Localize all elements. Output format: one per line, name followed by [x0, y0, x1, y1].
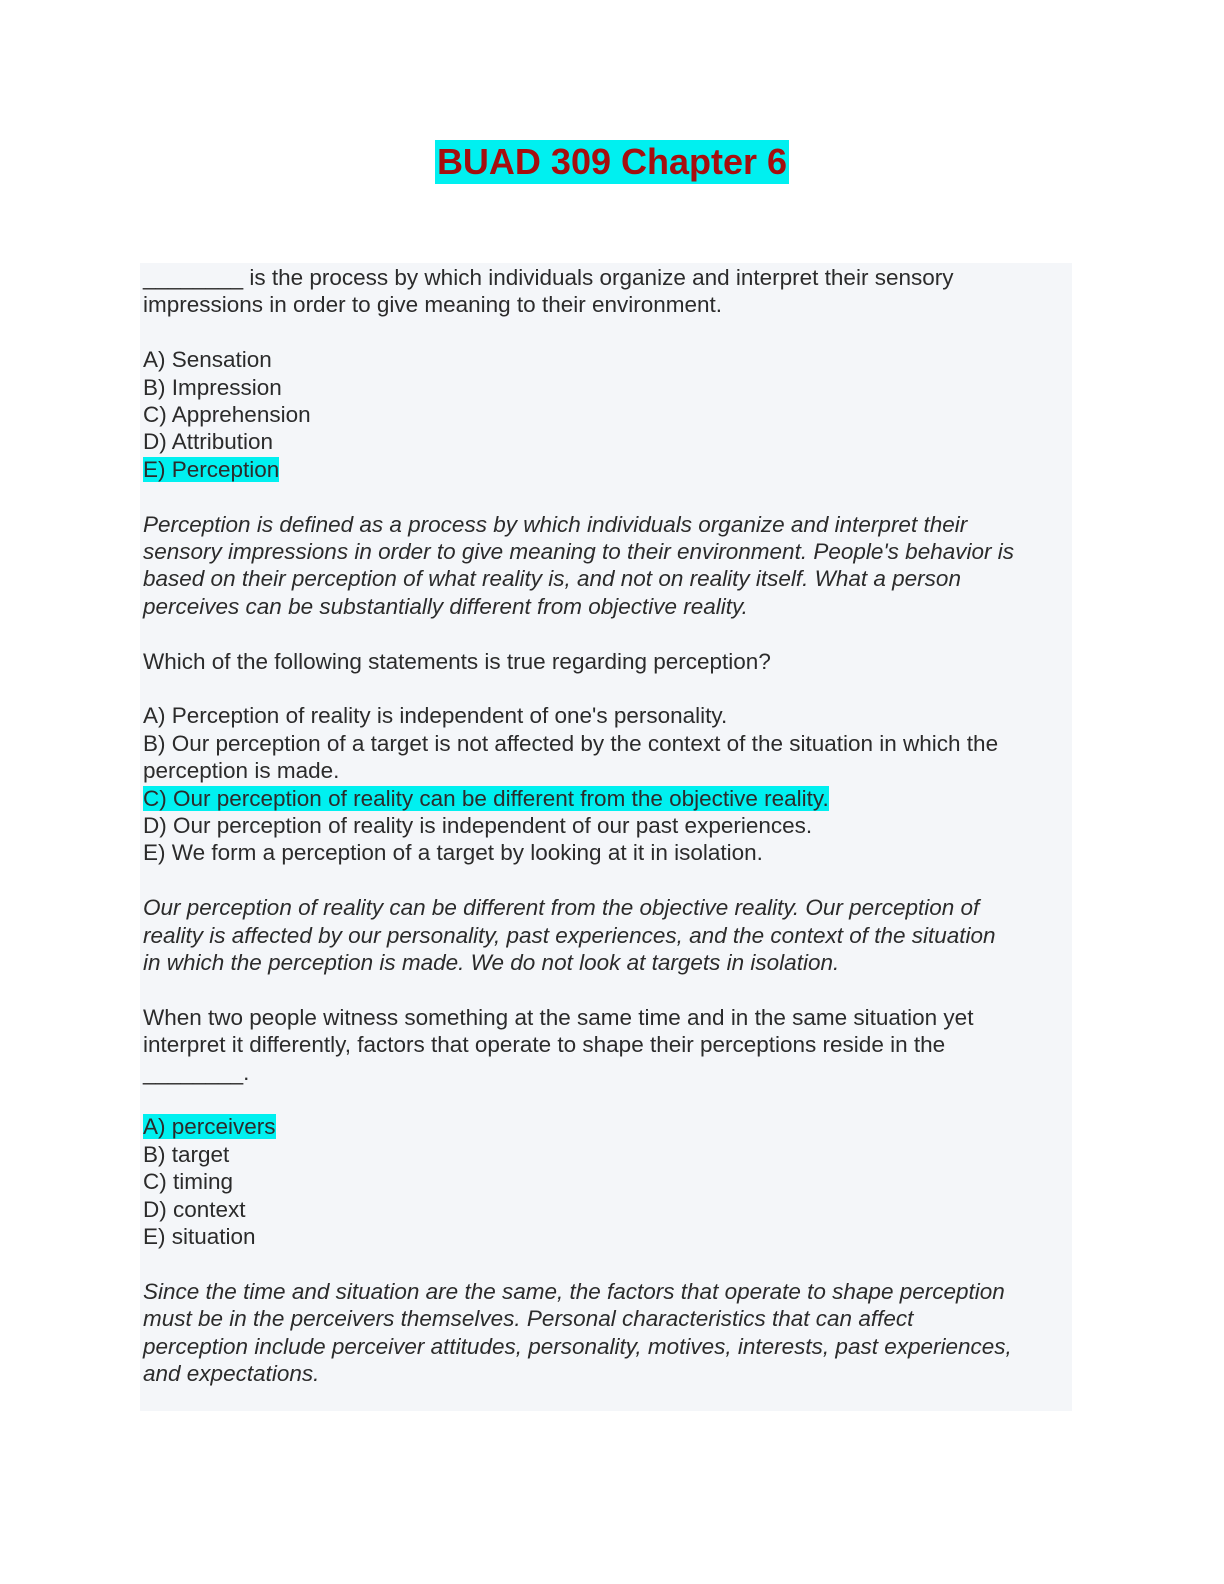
explanation-line: reality is affected by our personality, past experiences, and the context of the situation [143, 922, 996, 948]
explanation-line: based on their perception of what reality is, and not on reality itself. What a person [143, 566, 961, 592]
option-d: D) context [143, 1196, 246, 1222]
option-d: D) Our perception of reality is independent of our past experiences. [143, 813, 813, 839]
question-2 [143, 648, 1072, 675]
option-d: D) Attribution [143, 429, 274, 455]
option-b: B) Impression [143, 374, 282, 400]
question-stem-line: interpret it differently, factors that operate to shape their perceptions reside in the [143, 1032, 946, 1058]
question-stem-line: When two people witness something at the same time and in the same situation yet [143, 1004, 974, 1030]
question-stem-line: impressions in order to give meaning to their environment. [143, 292, 723, 318]
option-c-correct-highlight: C) Our perception of reality can be different from the objective reality. [143, 785, 829, 811]
question-3-explanation [143, 1278, 1072, 1388]
question-stem-line: ________ is the process by which individuals organize and interpret their sensory [143, 265, 954, 290]
question-1 [143, 263, 1072, 319]
option-b: B) target [143, 1141, 230, 1167]
question-stem-line: ________. [143, 1059, 250, 1085]
question-1-options [143, 346, 1072, 483]
explanation-line: Since the time and situation are the same, the factors that operate to shape perception [143, 1278, 1005, 1304]
option-c: C) timing [143, 1169, 234, 1195]
explanation-line: Our perception of reality can be different from the objective reality. Our perception of [143, 895, 980, 921]
question-3 [143, 1004, 1072, 1086]
explanation-line: must be in the perceivers themselves. Personal characteristics that can affect [143, 1306, 914, 1332]
explanation-line: in which the perception is made. We do not look at targets in isolation. [143, 950, 840, 976]
explanation-line: perceives can be substantially different from objective reality. [143, 593, 748, 619]
question-3-options [143, 1113, 1072, 1250]
quiz-content [140, 263, 1072, 1411]
option-c: C) Apprehension [143, 402, 311, 428]
document-title: BUAD 309 Chapter 6 [436, 141, 788, 182]
question-2-explanation [143, 894, 1072, 976]
explanation-line: Perception is defined as a process by which individuals organize and interpret their [143, 511, 968, 537]
option-e-correct-highlight: E) Perception [143, 456, 280, 482]
explanation-line: and expectations. [143, 1361, 320, 1387]
option-b: B) Our perception of a target is not affected by the context of the situation in which the [143, 730, 999, 756]
option-a-correct-highlight: A) perceivers [143, 1114, 276, 1140]
option-a: A) Sensation [143, 347, 272, 373]
title-container [0, 140, 1224, 184]
option-a: A) Perception of reality is independent of one's personality. [143, 703, 728, 729]
question-1-explanation [143, 511, 1072, 621]
option-b-continued: perception is made. [143, 758, 340, 784]
option-e: E) We form a perception of a target by looking at it in isolation. [143, 840, 763, 866]
explanation-line: perception include perceiver attitudes, personality, motives, interests, past experiences, [143, 1333, 1012, 1359]
question-stem-line: Which of the following statements is true regarding perception? [143, 648, 771, 674]
question-2-options [143, 702, 1072, 866]
option-e: E) situation [143, 1224, 256, 1250]
explanation-line: sensory impressions in order to give meaning to their environment. People's behavior is [143, 539, 1014, 565]
